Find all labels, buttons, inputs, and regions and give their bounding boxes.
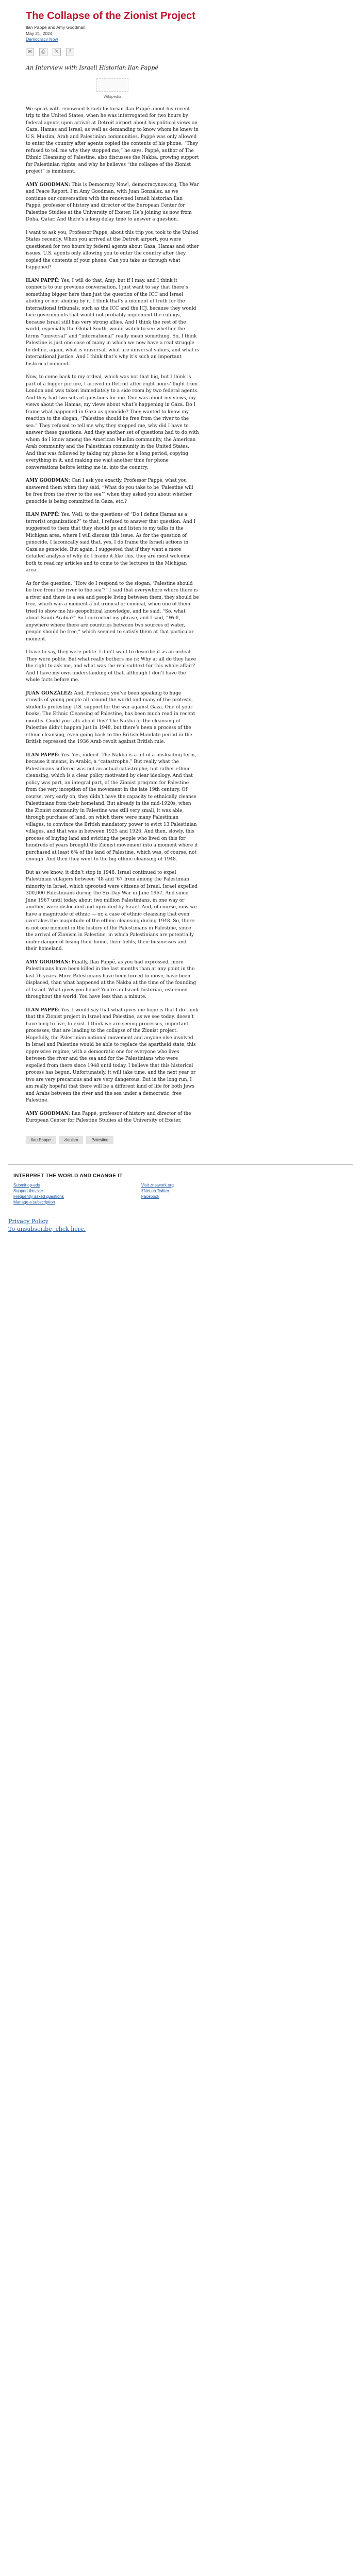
footer-link[interactable]: Visit znetwork.org (141, 1182, 174, 1188)
article-paragraph (26, 278, 199, 368)
footer-left-links (13, 1183, 64, 1205)
tag-link[interactable]: Palestine (86, 1136, 113, 1144)
paragraph-text: And, Professor, you’ve been speaking to huge crowds of young people all around the world and many of the protests, students protesting U.S. support for the war against Gaza. One of your books, The Ethnic Cleansing of Palestine, has been much read in recent months. Could you talk about this? The Nakba or the cleansing of Palestine didn’t happen just in 1948, but there’s been a process of the ethnic cleansing, even going back to the British Mandate period in the British repressed the 1936 Arab revolt against British rule. (26, 690, 195, 745)
article-source-link[interactable]: Democracy Now (26, 37, 58, 42)
article-meta (26, 25, 199, 42)
article-paragraph (26, 690, 199, 746)
print-icon[interactable]: ⎙ (39, 48, 47, 56)
article-paragraph (26, 649, 199, 684)
bottom-links (8, 1218, 361, 1232)
speaker-label: ILAN PAPPÉ: (26, 278, 60, 283)
article-subtitle: An Interview with Israeli Historian Ilan Pappé (26, 64, 158, 71)
article-paragraph (26, 870, 199, 953)
paragraph-text: I have to say, they were polite. I don’t want to describe it as an ordeal. They were polite. But what really bothers me is: Why at all do they have the right to ask me, and what was the real subtext for this whole affair? And I have my own understanding of that, although I don’t have the whole facts before me. (26, 650, 196, 683)
article-authors: Ilan Pappe and Amy Goodman (26, 25, 86, 30)
bottom-link[interactable]: Privacy Policy (8, 1217, 48, 1225)
footer-link[interactable]: ZNet on Twitter (141, 1188, 169, 1193)
footer-right-links (141, 1183, 174, 1205)
paragraph-text: Ilan Pappé, professor of history and director of the European Center for Palestine Studies at the University of Exeter. (26, 1111, 191, 1124)
speaker-label: AMY GOODMAN: (26, 1111, 70, 1116)
tag-list (26, 1136, 199, 1144)
speaker-label: JUAN GONZÁLEZ: (26, 690, 73, 696)
article-figure (26, 78, 199, 99)
tag-link[interactable]: zionism (59, 1136, 83, 1144)
footer-link[interactable]: Submit op-eds (13, 1182, 40, 1188)
article-paragraph (26, 752, 199, 863)
footer-link[interactable]: Facebook (141, 1194, 159, 1199)
paragraph-text: Can I ask you exactly, Professor Pappé, what you answered them when they said, “What do you take to be ‘Palestine will be free from the river to the sea’” when they asked you about whether genocide is being committed in Gaza, etc.? (26, 478, 193, 504)
article-paragraph (26, 959, 199, 1001)
speaker-label: ILAN PAPPÉ: (26, 1007, 60, 1013)
facebook-icon[interactable]: f (66, 48, 74, 56)
speaker-label: AMY GOODMAN: (26, 182, 70, 188)
footer-title: INTERPRET THE WORLD AND CHANGE IT (13, 1173, 123, 1179)
article-paragraph (26, 512, 199, 574)
paragraph-text: We speak with renowned Israeli historian Ilan Pappé about his recent trip to the United States, when he was interrogated for two hours by federal agents upon arrival at Detroit airport about his political views on Gaza, Hamas and Israel, as well as demanding to know whom he knew in U.S. Muslim, Arab and Palestinian communities. Pappé was only allowed to enter the country after agents copied the contents of his phone. “They refused to tell me why they stopped me,” he says. Pappé, author of The Ethnic Cleansing of Palestine, also discusses the Nakba, growing support for Palestinian rights, and why he believes “the collapse of the Zionist project” is imminent. (26, 106, 199, 175)
share-bar (26, 48, 199, 56)
paragraph-text: Yes. Well, to the questions of “Do I define Hamas as a terrorist organization?” to that, I refused to answer that question. And I suggested to them that they should go and listen to my talks in the Michigan area, where I will discuss this issue. As for the question of genocide, I laconically said that, yes, I do frame the Israeli actions in Gaza as genocide. But again, I suggested that if they want a more detailed analysis of why do I frame it like this, they are most welcome both to read my articles and to come to the lectures in the Michigan area. (26, 512, 196, 573)
paragraph-text: Finally, Ilan Pappé, as you had expressed, more Palestinians have been killed in the last months than at any point in the last 76 years. More Palestinians have been forced to move, have been displaced, than what happened at the Nakba at the time of the founding of Israel. What gives you hope? You’re an Israeli historian, esteemed throughout the world. You have less than a minute. (26, 959, 196, 1000)
paragraph-text: I want to ask you, Professor Pappé, about this trip you took to the United States recently. When you arrived at the Detroit airport, you were questioned for two hours by federal agents about Gaza, Hamas and other issues, U.S. agents only allowing you to enter the country after they copied the contents of your phone. Can you take us through what happened? (26, 230, 199, 270)
article-image (96, 78, 128, 92)
article-paragraph (26, 230, 199, 272)
tag-link[interactable]: Ilan Pappe (26, 1136, 56, 1144)
article-paragraph (26, 478, 199, 505)
footer-link[interactable]: Frequently asked questions (13, 1194, 64, 1199)
paragraph-text: This is Democracy Now!, democracynow.org, The War and Peace Report. I’m Amy Goodman, with Juan González, as we continue our conversation with the renowned Israeli historian Ilan Pappé, professor of history and director of the European Center for Palestine Studies at the University of Exeter. He’s joining us now from Doha, Qatar. And there’s a long delay time to answer a question. (26, 182, 199, 223)
footer-link[interactable]: Support this site (13, 1188, 43, 1193)
article-paragraph (26, 182, 199, 224)
paragraph-text: But as we know, it didn’t stop in 1948. Israel continued to expel Palestinian villagers between ’48 and ’67 from among the Palestinian minority in Israel, which uprooted were citizens of Israel. Israel expelled 300,000 Palestinians during the Six-Day War in June 1967. And since June 1967 until today, about two million Palestinians, in one way or another, were dislocated and uprooted by Israel. And, of course, now we have a magnitude of ethnic — or, a case of ethnic cleansing that even overtakes the magnitude of the ethnic cleansing during 1948. So, there is not one moment in the history of the Palestinians in Palestine, since the arrival of Zionism in Palestine, in which Palestinians are potentially under danger of losing their home, their fields, their businesses and their homeland. (26, 870, 198, 952)
speaker-label: AMY GOODMAN: (26, 478, 70, 484)
image-caption: Wikipedia (103, 94, 122, 99)
paragraph-text: Yes. I would say that what gives me hope is that I do think that the Zionist project in Israel and Palestine, as we see today, doesn’t have long to live, to exist. I think we are seeing processes, important processes, that are leading to the collapse of the Zionist project. Hopefully, the Palestinian national movement and anyone else involved in Israel and Palestine would be able to replace the apartheid state, this oppressive regime, with a democratic one for everyone who lives between the river and the sea and for the Palestinians who were expelled from there since 1948 until today. I believe that this historical process has begun. Unfortunately, it will take time, and the next year or two are very precarious and are very dangerous. But in the long run, I am really hopeful that there will be a different kind of life for both Jews and Arabs between the river and the sea under a democratic, free Palestine. (26, 1007, 199, 1104)
twitter-icon[interactable]: 𝕏 (53, 48, 61, 56)
page (0, 0, 361, 1232)
footer-columns (13, 1183, 353, 1205)
article-paragraph (26, 374, 199, 471)
paragraph-text: Yes. Yes, indeed. The Nakba is a bit of a misleading term, because it means, in Arabic, a “catastrophe.” But really what the Palestinians suffered was not an actual catastrophe, but rather ethnic cleansing, which is a clear policy motivated by clear ideology. And that policy was part, an integral part, of the Zionist program for Palestine from the very inception of the movement in the late 19th century. Of course, very early on, they didn’t have the capacity to ethnically cleanse Palestinians from their homeland. But already in the mid-1920s, when the Zionist community in Palestine was still very small, it was able, through purchase of land, on which there were many Palestinian villages, to convince the British mandatory power to evict 13 Palestinian villages, and that was in between 1925 and 1926. And then, slowly, this process of buying land and evicting the people who lived on this for hundreds of years brought the Zionist movement into a moment where it purchased at least 6% of the land of Palestine, which was, of course, not enough. And then they went to the big ethnic cleansing of 1948. (26, 752, 198, 862)
speaker-label: ILAN PAPPÉ: (26, 512, 60, 518)
email-icon[interactable]: ✉ (26, 48, 34, 56)
article-paragraph (26, 1007, 199, 1105)
article-paragraph (26, 106, 199, 176)
paragraph-text: Now, to come back to my ordeal, which was not that big, but I think is part of a bigger picture, I arrived in Detroit after eight hours’ flight from London and was taken immediately to a side room by two federal agents. And they had two sets of questions for me. One was about my views, my views about the Hamas, my views about what’s happening in Gaza. Do I frame what happened in Gaza as genocide? They wanted to know my reaction to the slogan, “Palestine should be free from the river to the sea.” They refused to tell me why they stopped me, why did I have to answer these questions. And they another set of questions had to do with whom do I know among the American Muslim community, the American Arab community and the Palestinian community in the United States. And that was followed by taking my phone for a long period, copying everything in it, and making me wait another time for phone conversations before letting me in, into the country. (26, 375, 199, 470)
speaker-label: ILAN PAPPÉ: (26, 752, 60, 758)
speaker-label: AMY GOODMAN: (26, 959, 70, 965)
article-paragraph (26, 1111, 199, 1125)
footer-link[interactable]: Manage a subscription (13, 1199, 55, 1205)
article-paragraph (26, 581, 199, 643)
article-title: The Collapse of the Zionist Project (26, 10, 195, 22)
article-body (26, 106, 199, 1125)
paragraph-text: Yes, I will do that, Amy, but if I may, and I think it connects to our previous conversation, I just want to say that there’s something bigger here than just the question of the ICC and Israel abiding or not abiding by it. I think that’s a moment of truth for the international tribunals, such as the ICC and the ICJ, because they would face governments that would not probably implement the rulings, because Israel still has very strong allies. And I think the rest of the world, especially the Global South, would watch to see whether the terms “universal” and “international” really mean something. So, I think Palestine is just one case of many in which we now have a real struggle to define, again, what is universal, what are universal values, and what is international justice. And I think that’s why it’s such an important historical moment. (26, 278, 199, 367)
footer (8, 1164, 353, 1205)
bottom-link[interactable]: To unsubscribe, click here. (8, 1225, 86, 1232)
paragraph-text: As for the question, “How do I respond to the slogan, ‘Palestine should be free from the river to the sea’?” I said that everywhere where there is a river and there is a sea and people living between them, they should be free, which was a moment a bit ironical or comical, when one of them tried to show me his geopolitical knowledge, and he said, “So, what about Saudi Arabia?” So I corrected my phrase, and I said, “Well, anywhere where there are countries between two sources of water, people should be free,” which seemed to satisfy them at that particular moment. (26, 581, 199, 642)
article (26, 0, 199, 1164)
article-date: May 21, 2024 (26, 30, 53, 36)
